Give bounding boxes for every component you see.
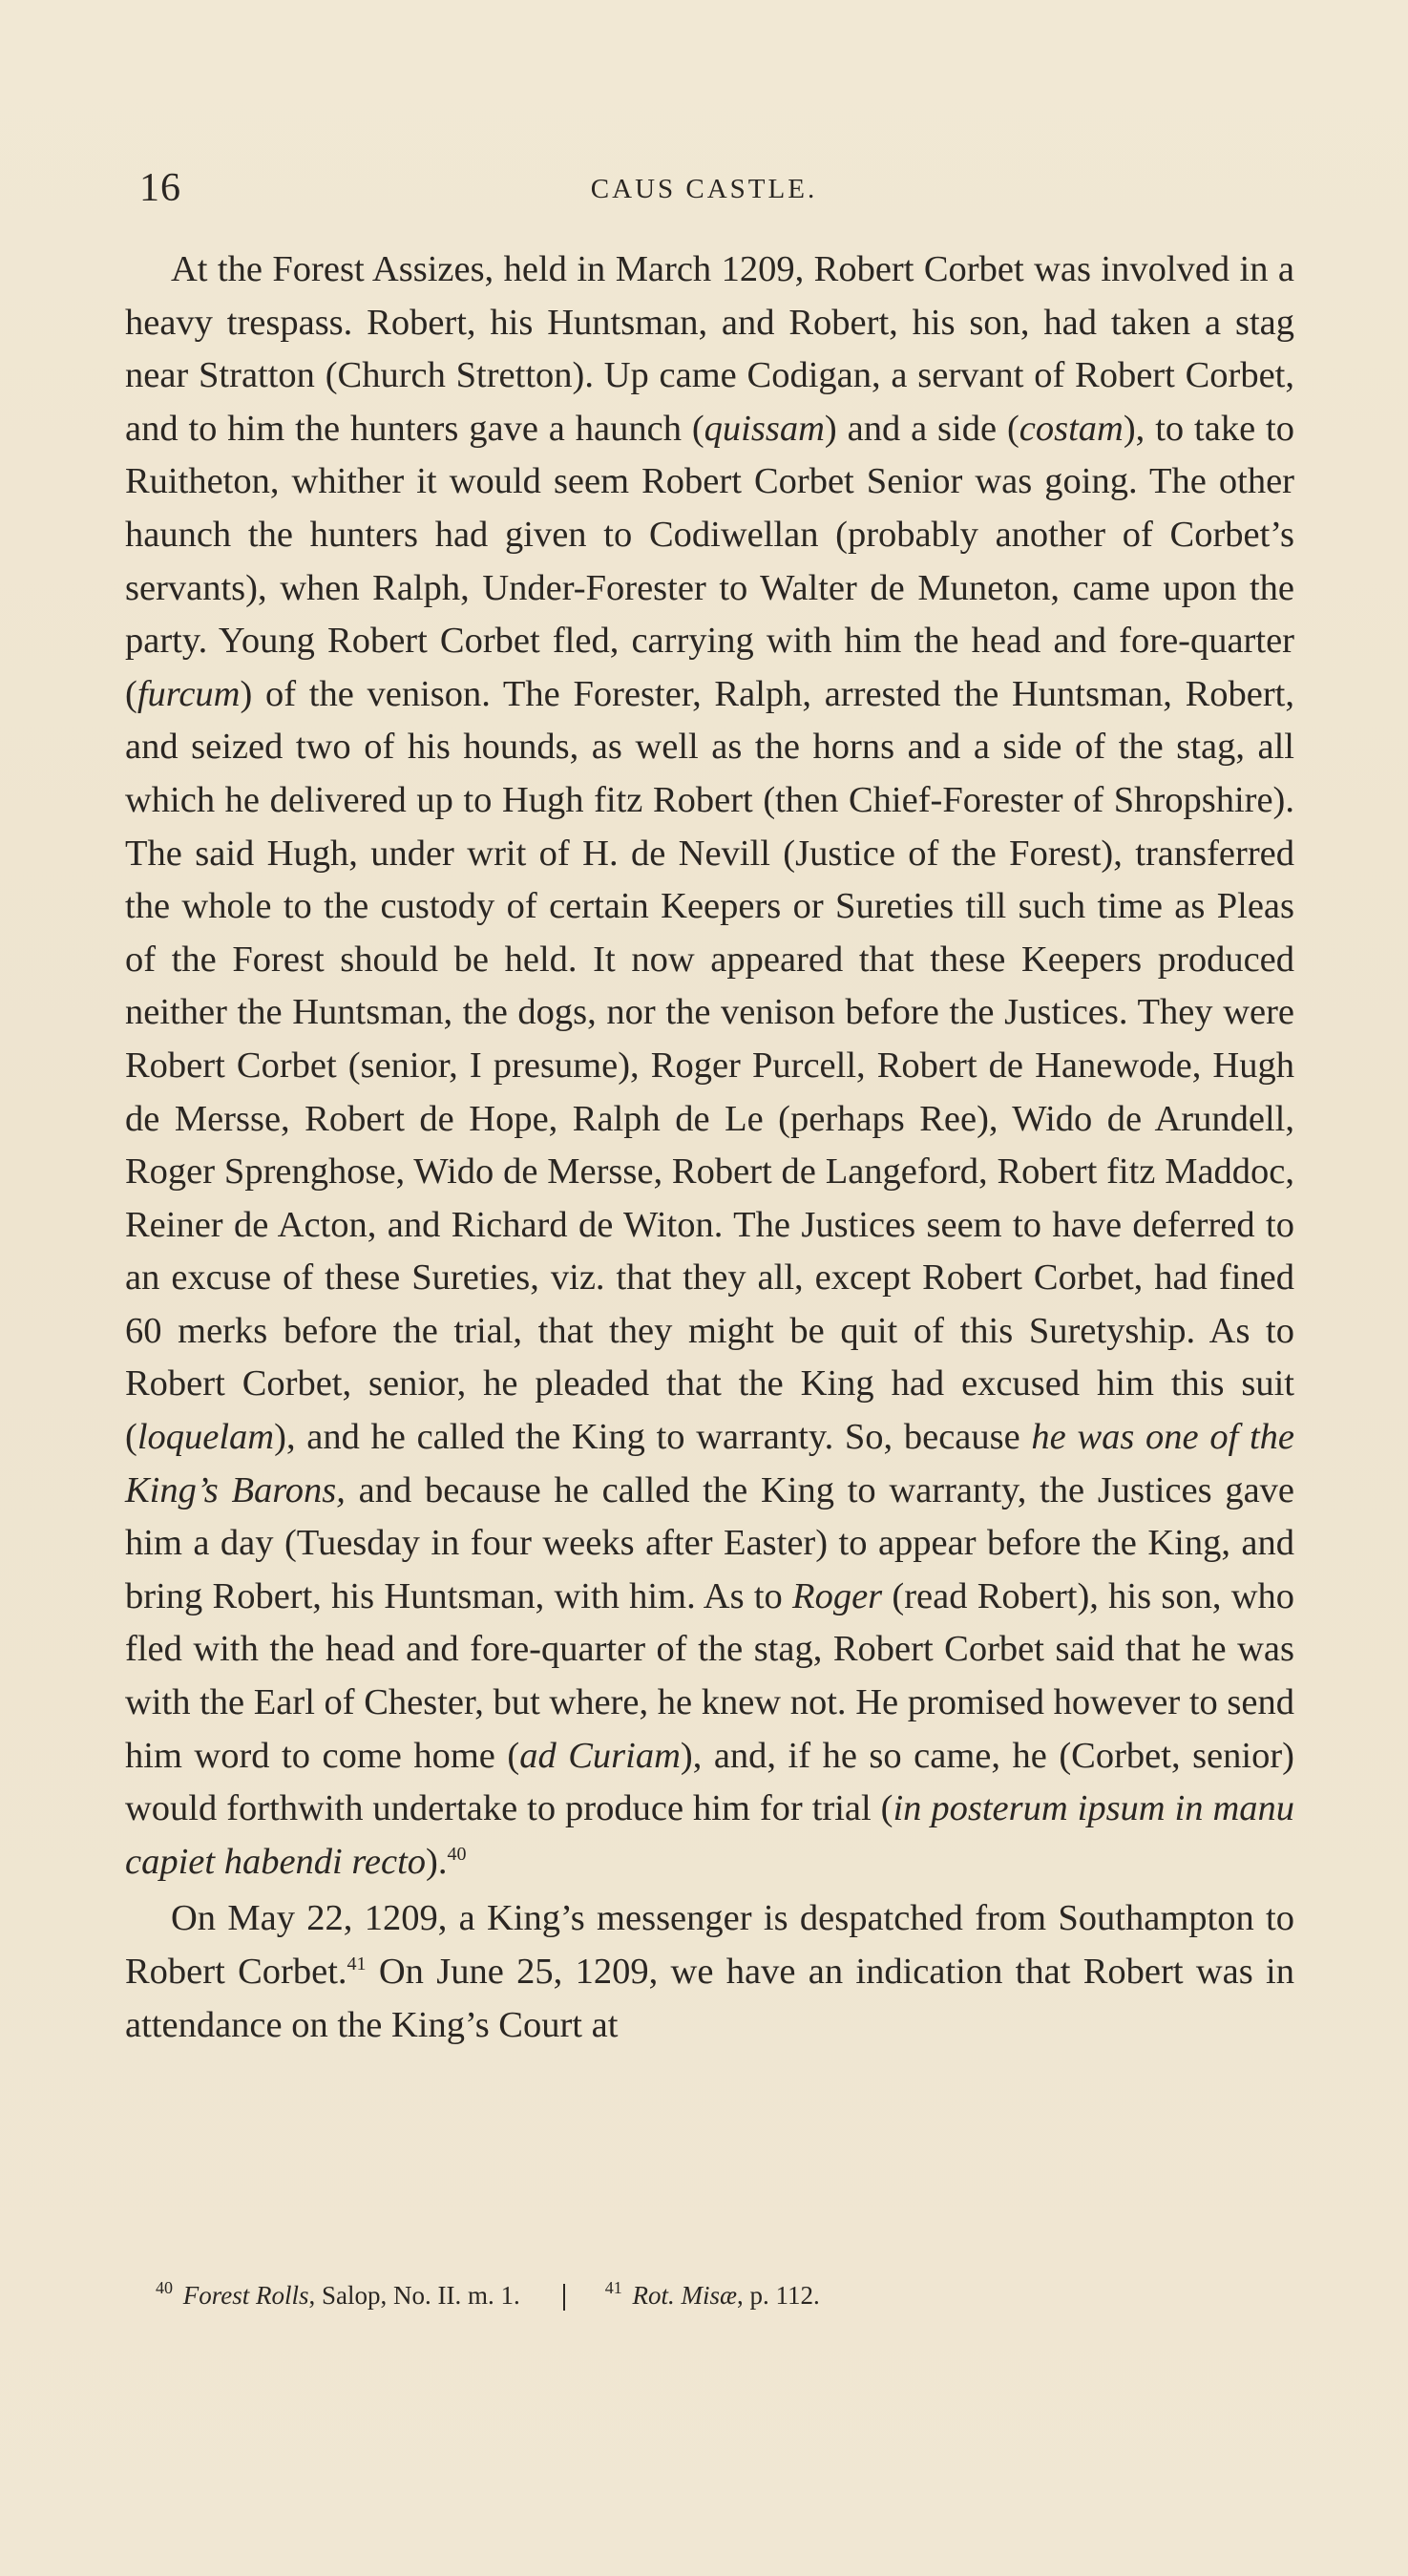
- text-run: At the Forest Assizes, held in March 1209, Robert Corbet was involved in a heavy trespass. Robert, his Huntsman, and Robert, his son, had taken a stag near Stratton (Church Stretton). Up came Codigan, a servant of Robert Corbet, and to him the hunters gave a haunch (: [125, 249, 1294, 449]
- footnote-ref-40: 40: [447, 1843, 467, 1865]
- latin-term: furcum: [137, 673, 241, 714]
- italic-name: Roger: [792, 1575, 883, 1616]
- page-header: [122, 164, 1286, 212]
- footnote-source-title: Forest Rolls: [182, 2281, 309, 2310]
- text-run: On May 22, 1209, a King’s messenger is despatched from Southampton to Robert Corbet.: [125, 1898, 1294, 1992]
- footnote-40: [156, 2278, 520, 2312]
- latin-term: quissam: [704, 408, 825, 449]
- text-run: (read Robert), his son, who fled with the head and fore-quarter of the stag, Robert Corbet said that he was with the Earl of Chester, but where, he knew not. He promised however to send him word to come home (: [125, 1575, 1295, 1776]
- body-text: [125, 243, 1294, 2052]
- text-run: ), and he called the King to warranty. So, because: [274, 1417, 1032, 1458]
- footnote-41: [605, 2278, 820, 2312]
- text-run: ).: [426, 1841, 448, 1882]
- text-run: ) of the venison. The Forester, Ralph, arrested the Huntsman, Robert, and seized two of his hounds, as well as the horns and a side of the stag, all which he delivered up to Hugh fitz Robert (then Chief-Forester of Shropshire). The said Hugh, under writ of H. de Nevill (Justice of the Forest), transferred the whole to the custody of certain Keepers or Sureties till such time as Pleas of the Forest should be held. It now appeared that these Keepers produced neither the Huntsman, the dogs, nor the venison before the Justices. They were Robert Corbet (senior, I presume), Roger Purcell, Robert de Hanewode, Hugh de Mersse, Robert de Hope, Ralph de Le (perhaps Ree), Wido de Arundell, Roger Sprenghose, Wido de Mersse, Robert de Langeford, Robert fitz Maddoc, Reiner de Acton, and Richard de Witon. The Justices seem to have deferred to an excuse of these Sureties, viz. that they all, except Robert Corbet, had fined 60 merks before the trial, that they might be quit of this Suretyship. As to Robert Corbet, senior, he pleaded that the King had excused him this suit (: [125, 673, 1294, 1458]
- footnote-separator: [563, 2284, 565, 2311]
- text-run: ), to take to Ruitheton, whither it would seem Robert Corbet Senior was going. The other haunch the hunters had given to Codiwellan (probably another of Corbet’s servants), when Ralph, Under-Forester to Walter de Muneton, came upon the party. Young Robert Corbet fled, carrying with him the head and fore-quarter (: [125, 408, 1294, 714]
- paragraph-2: [125, 1892, 1294, 2052]
- latin-term: costam: [1019, 408, 1124, 449]
- footnote-number: 41: [604, 2278, 622, 2297]
- footnotes: [125, 2278, 1294, 2312]
- footnote-source-detail: , Salop, No. II. m. 1.: [308, 2281, 520, 2310]
- italic-phrase: he was one of the King’s Barons,: [125, 1417, 1295, 1510]
- paragraph-1: [125, 243, 1294, 1889]
- footnote-source-title: Rot. Misæ: [632, 2281, 737, 2310]
- latin-term: loquelam: [137, 1417, 275, 1458]
- footnote-ref-41: 41: [347, 1953, 367, 1974]
- text-run: On June 25, 1209, we have an indication that Robert was in attendance on the King’s Court at: [125, 1952, 1294, 2045]
- footnote-number: 40: [156, 2278, 173, 2297]
- latin-phrase: in posterum ipsum in manu capiet habendi recto: [125, 1788, 1294, 1882]
- text-run: ), and, if he so came, he (Corbet, senior) would forthwith undertake to produce him for trial (: [125, 1735, 1294, 1829]
- latin-term: ad Curiam: [519, 1735, 681, 1776]
- running-head: CAUS CASTLE.: [590, 174, 818, 204]
- text-run: and because he called the King to warranty, the Justices gave him a day (Tuesday in four weeks after Easter) to appear before the King, and bring Robert, his Huntsman, with him. As to: [125, 1469, 1294, 1616]
- text-run: ) and a side (: [824, 408, 1019, 449]
- footnote-source-detail: , p. 112.: [737, 2281, 820, 2310]
- page-number: 16: [139, 166, 181, 210]
